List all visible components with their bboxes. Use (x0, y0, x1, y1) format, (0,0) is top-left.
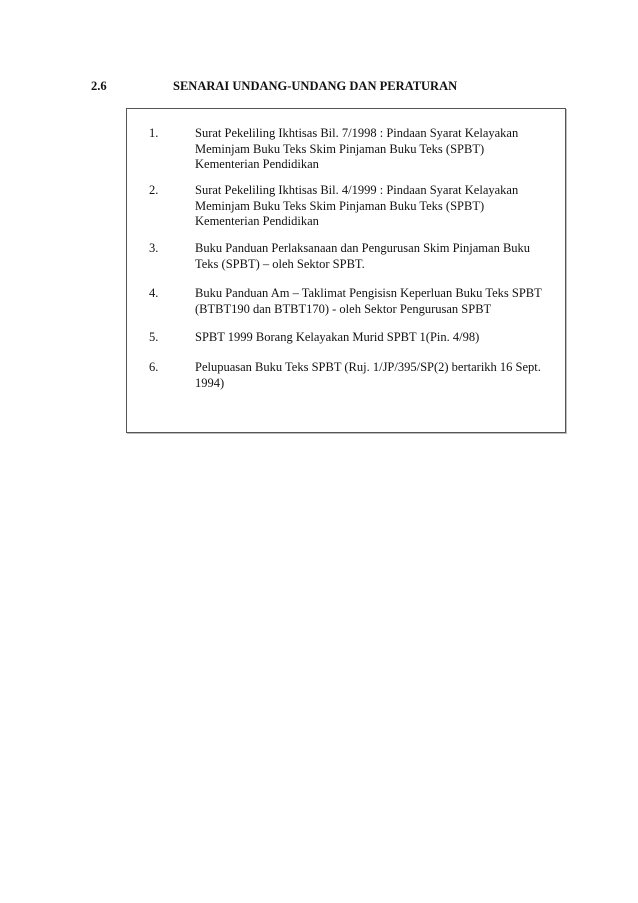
item-number: 4. (149, 286, 159, 300)
item-text-line: Teks (SPBT) – oleh Sektor SPBT. (195, 256, 365, 271)
item-text-line: SPBT 1999 Borang Kelayakan Murid SPBT 1(Pin. 4/98) (195, 330, 480, 344)
item-number: 2. (149, 183, 159, 197)
item-text (195, 241, 567, 272)
item-text-line: Meminjam Buku Teks Skim Pinjaman Buku Teks (SPBT) (195, 141, 485, 156)
item-text-line: Buku Panduan Perlaksanaan dan Pengurusan Skim Pinjaman Buku (195, 241, 531, 255)
item-text (195, 286, 567, 317)
regulations-list-box (126, 108, 566, 433)
item-text-line: 1994) (195, 375, 225, 390)
item-number: 3. (149, 241, 159, 255)
item-text (195, 126, 567, 173)
item-text-line: Buku Panduan Am – Taklimat Pengisisn Keperluan Buku Teks SPBT (195, 286, 542, 300)
item-text-line: (BTBT190 dan BTBT170) - oleh Sektor Pengurusan SPBT (195, 301, 492, 316)
item-text-line: Surat Pekeliling Ikhtisas Bil. 4/1999 : Pindaan Syarat Kelayakan (195, 183, 519, 197)
item-number: 1. (149, 126, 159, 140)
item-number: 5. (149, 330, 159, 344)
item-text (195, 330, 567, 346)
item-text-line: Kementerian Pendidikan (195, 157, 319, 171)
item-text-line: Meminjam Buku Teks Skim Pinjaman Buku Teks (SPBT) (195, 198, 485, 213)
item-text (195, 360, 567, 391)
section-title: SENARAI UNDANG-UNDANG DAN PERATURAN (173, 79, 458, 93)
item-text-line: Surat Pekeliling Ikhtisas Bil. 7/1998 : Pindaan Syarat Kelayakan (195, 126, 519, 140)
item-text-line: Pelupuasan Buku Teks SPBT (Ruj. 1/JP/395/SP(2) bertarikh 16 Sept. (195, 360, 541, 374)
item-text-line: Kementerian Pendidikan (195, 214, 319, 228)
section-number: 2.6 (91, 79, 107, 93)
item-number: 6. (149, 360, 159, 374)
item-text (195, 183, 567, 230)
